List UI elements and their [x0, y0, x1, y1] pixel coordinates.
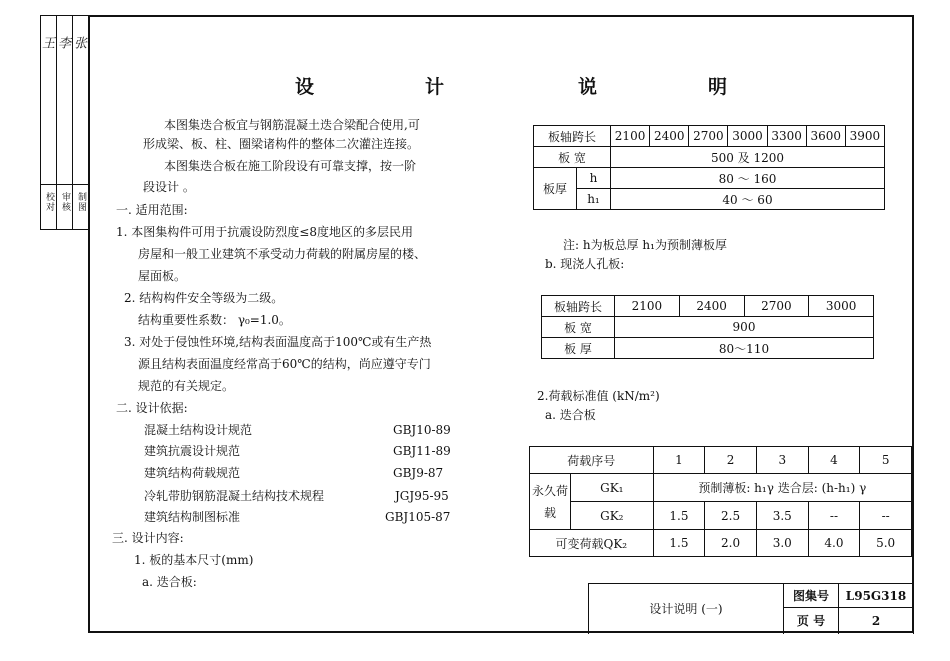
atlas-number: L95G318	[839, 584, 914, 608]
row-label: 可变荷载QK₂	[530, 530, 654, 557]
scope-line: 2. 结构构件安全等级为二级。	[124, 291, 284, 305]
row-label: h	[576, 168, 610, 189]
span-cell: 2400	[679, 296, 744, 317]
qk-cell: 5.0	[860, 530, 912, 557]
intro-line: 本图集迭合板宜与钢筋混凝土迭合梁配合使用,可	[164, 118, 420, 132]
code-name: 建筑抗震设计规范	[144, 444, 241, 458]
scope-line: 规范的有关规定。	[138, 379, 235, 393]
code-number: GBJ9-87	[393, 466, 444, 480]
sidebar-label-proof: 校对	[44, 192, 54, 212]
span-cell: 3000	[728, 126, 767, 147]
scope-line: 屋面板。	[138, 269, 187, 283]
signature-proof: 王	[39, 36, 54, 49]
code-number: GBJ105-87	[385, 510, 451, 524]
code-name: 混凝土结构设计规范	[144, 423, 253, 437]
row-label: 板 厚	[542, 338, 615, 359]
span-cell: 3600	[806, 126, 845, 147]
approval-sidebar	[40, 15, 88, 230]
scope-line: 房屋和一般工业建筑不承受动力荷载的附属房屋的楼、	[138, 247, 427, 261]
width-value: 500 及 1200	[611, 147, 885, 168]
width-value: 900	[615, 317, 874, 338]
composite-slab-size-table	[533, 125, 885, 210]
row-label: GK₂	[571, 502, 654, 530]
load-table	[529, 446, 912, 557]
code-name: 建筑结构荷载规范	[144, 466, 241, 480]
section-heading: 三. 设计内容:	[112, 531, 184, 545]
atlas-label: 图集号	[784, 584, 839, 608]
intro-line: 形成梁、板、柱、圈梁诸构件的整体二次灌注连接。	[143, 137, 420, 151]
row-label: 永久荷载	[530, 474, 571, 530]
table-header: 板轴跨长	[542, 296, 615, 317]
sheet-title: 设计说明 (一)	[589, 584, 784, 634]
signature-drawing: 张	[71, 36, 86, 49]
sidebar-label-review: 审核	[60, 192, 70, 212]
scope-line: 1. 本图集构件可用于抗震设防烈度≤8度地区的多层民用	[116, 225, 413, 239]
load-col-header: 3	[756, 447, 808, 474]
qk-cell: 1.5	[653, 530, 705, 557]
page-number: 2	[839, 608, 914, 634]
table-header: 板轴跨长	[534, 126, 611, 147]
sidebar-label-drawing: 制图	[76, 192, 86, 212]
sidebar-divider	[41, 184, 88, 185]
span-cell: 2700	[744, 296, 809, 317]
row-label: 板厚	[534, 168, 577, 210]
span-cell: 2400	[650, 126, 689, 147]
table-note: 注: h为板总厚 h₁为预制薄板厚	[563, 238, 727, 252]
span-cell: 2100	[611, 126, 650, 147]
subsection-heading: a. 迭合板	[545, 408, 596, 422]
load-col-header: 4	[808, 447, 860, 474]
thickness-value: 80～110	[615, 338, 874, 359]
subsection-heading: a. 迭合板:	[142, 575, 197, 589]
scope-line: 源且结构表面温度经常高于60℃的结构，尚应遵守专门	[138, 357, 431, 371]
gk1-value: 预制薄板: h₁γ 迭合层: (h-h₁) γ	[653, 474, 911, 502]
qk-cell: 4.0	[808, 530, 860, 557]
subsection-heading: 1. 板的基本尺寸(mm)	[134, 553, 254, 567]
span-cell: 2700	[689, 126, 728, 147]
signature-review: 李	[55, 36, 70, 49]
title-char: 说	[578, 76, 600, 98]
title-char: 明	[708, 76, 730, 98]
title-char: 设	[295, 76, 317, 98]
section-heading: 2.荷载标准值 (kN/m²)	[537, 389, 660, 403]
scope-line: 结构重要性系数： γ₀=1.0。	[138, 313, 291, 327]
code-number: JGJ95-95	[395, 489, 449, 503]
subsection-heading: b. 现浇人孔板:	[545, 257, 625, 271]
span-cell: 3900	[845, 126, 884, 147]
code-number: GBJ11-89	[393, 444, 451, 458]
gk2-cell: 1.5	[653, 502, 705, 530]
gk2-cell: 2.5	[705, 502, 757, 530]
page-label: 页 号	[784, 608, 839, 634]
thickness-value: 40 ～ 60	[611, 189, 885, 210]
title-block	[588, 583, 914, 634]
span-cell: 3300	[767, 126, 806, 147]
section-heading: 二. 设计依据:	[116, 401, 188, 415]
gk2-cell: 3.5	[756, 502, 808, 530]
row-label: 板 宽	[542, 317, 615, 338]
code-name: 冷轧带肋钢筋混凝土结构技术规程	[144, 489, 325, 503]
intro-line: 本图集迭合板在施工阶段设有可靠支撑，按一阶	[164, 159, 417, 173]
code-number: GBJ10-89	[393, 423, 451, 437]
qk-cell: 2.0	[705, 530, 757, 557]
code-name: 建筑结构制图标准	[144, 510, 241, 524]
table-header: 荷载序号	[530, 447, 654, 474]
gk2-cell: --	[808, 502, 860, 530]
thickness-value: 80 ～ 160	[611, 168, 885, 189]
row-label: GK₁	[571, 474, 654, 502]
intro-line: 段设计 。	[143, 180, 195, 194]
title-char: 计	[425, 76, 447, 98]
scope-line: 3. 对处于侵蚀性环境,结构表面温度高于100℃或有生产热	[124, 335, 432, 349]
row-label: h₁	[576, 189, 610, 210]
span-cell: 3000	[809, 296, 874, 317]
load-col-header: 5	[860, 447, 912, 474]
load-col-header: 2	[705, 447, 757, 474]
span-cell: 2100	[615, 296, 680, 317]
manhole-slab-size-table	[541, 295, 874, 359]
qk-cell: 3.0	[756, 530, 808, 557]
section-heading: 一. 适用范围:	[116, 203, 188, 217]
load-col-header: 1	[653, 447, 705, 474]
row-label: 板 宽	[534, 147, 611, 168]
gk2-cell: --	[860, 502, 912, 530]
